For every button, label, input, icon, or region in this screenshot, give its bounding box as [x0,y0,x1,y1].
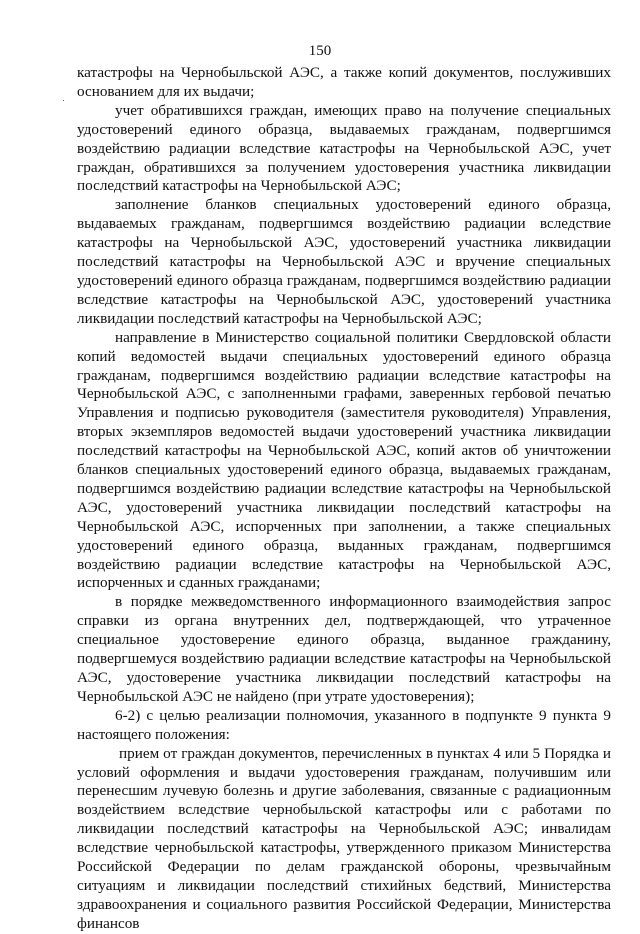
paragraph-sending-copies: направление в Министерство социальной политики Свердловской области копий ведомостей выдачи специальных удостоверений единого образца гражданам, подвергшимся воздействию радиации вследствие катастрофы на Чернобыльской АЭС, с заполненными графами, заверенных гербовой печатью Управления и подписью руководителя (заместителя руководителя) Управления, вторых экземпляров ведомостей выдачи удостоверений участника ликвидации последствий катастрофы на Чернобыльской АЭС, копий актов об уничтожении бланков специальных удостоверений единого образца, выдаваемых гражданам, подвергшимся воздействию радиации вследствие катастрофы на Чернобыльской АЭС, удостоверений участника ликвидации последствий катастрофы на Чернобыльской АЭС, испорченных при заполнении, а также специальных удостоверений единого образца, выданных гражданам, подвергшимся воздействию радиации вследствие катастрофы на Чернобыльской АЭС, испорченных и сданных гражданами; [77,328,611,592]
page-number: 150 [308,43,332,59]
paragraph-continuation: катастрофы на Чернобыльской АЭС, а также копий документов, послуживших основанием для их выдачи; [77,64,611,100]
document-body [77,64,611,934]
paragraph-document-intake: прием от граждан документов, перечисленных в пунктах 4 или 5 Порядка и условий оформления и выдачи удостоверения гражданам, получившим или перенесшим лучевую болезнь и другие заболевания, связанные с радиационным воздействием вследствие чернобыльской катастрофы или с работами по ликвидации последствий катастрофы на Чернобыльской АЭС; инвалидам вследствие чернобыльской катастрофы, утвержденного приказом Министерства Российской Федерации по делам гражданской обороны, чрезвычайным ситуациям и ликвидации последствий стихийных бедствий, Министерства здравоохранения и социального развития Российской Федерации, Министерства финансов [77,744,611,932]
paragraph-subclause-6-2: 6-2) с целью реализации полномочия, указанного в подпункте 9 пункта 9 настоящего положения: [77,706,611,743]
paragraph-filling-forms: заполнение бланков специальных удостоверений единого образца, выдаваемых гражданам, подвергшимся воздействию радиации вследствие катастрофы на Чернобыльской АЭС, удостоверений участника ликвидации последствий катастрофы на Чернобыльской АЭС и вручение специальных удостоверений единого образца гражданам, подвергшимся воздействию радиации вследствие катастрофы на Чернобыльской АЭС, удостоверений участника ликвидации последствий катастрофы на Чернобыльской АЭС; [77,196,611,327]
scan-speck [63,100,64,101]
paragraph-interagency-request: в порядке межведомственного информационного взаимодействия запрос справки из органа внутренних дел, подтверждающей, что утраченное специальное удостоверение единого образца, выданное гражданину, подвергшемуся воздействию радиации вследствие катастрофы на Чернобыльской АЭС, удостоверение участника ликвидации последствий катастрофы на Чернобыльской АЭС не найдено (при утрате удостоверения); [77,593,611,705]
paragraph-registration: учет обратившихся граждан, имеющих право на получение специальных удостоверений единого образца, выдаваемых гражданам, подвергшимся воздействию радиации вследствие катастрофы на Чернобыльской АЭС, учет граждан, обратившихся за получением удостоверения участника ликвидации последствий катастрофы на Чернобыльской АЭС; [77,101,611,195]
